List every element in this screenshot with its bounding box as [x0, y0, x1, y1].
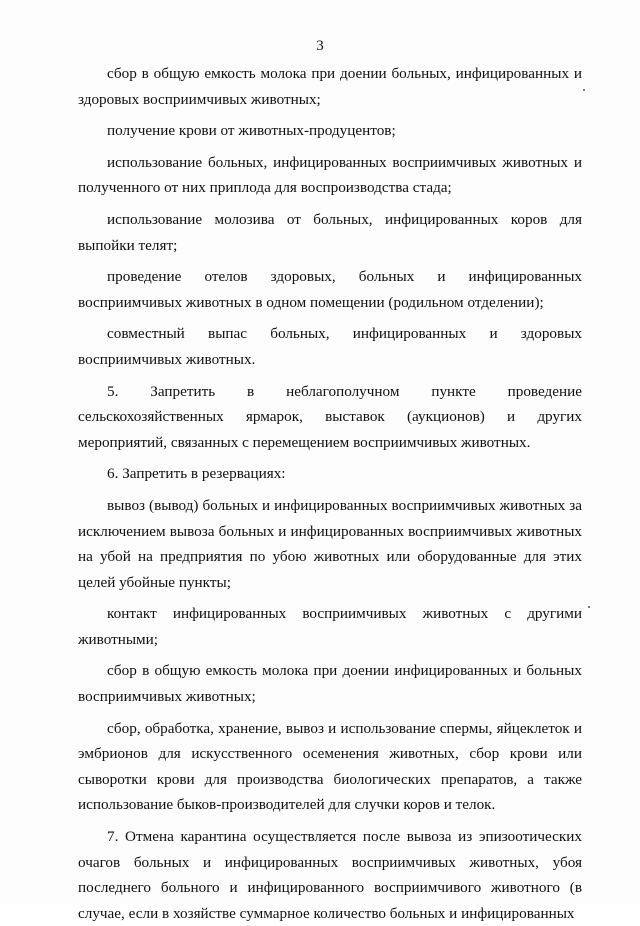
paragraph-calving: проведение отелов здоровых, больных и инфицированных восприимчивых животных в одном помещении (родильном отделении); — [78, 268, 582, 311]
paragraph-item-7: 7. Отмена карантина осуществляется после вывоза из эпизоотических очагов больных и инфицированных восприимчивых животных, убоя последнего больного и инфицированного восприимчивого животного (в случае, если в хозяйстве суммарное количество больных и инфицированных — [78, 828, 582, 922]
paragraph-milk-collection: сбор в общую емкость молока при доении больных, инфицированных и здоровых восприимчивых животных; — [78, 65, 582, 108]
scan-speck — [583, 89, 585, 91]
page-number: 3 — [316, 38, 324, 54]
paragraph-sperm-handling: сбор, обработка, хранение, вывоз и использование спермы, яйцеклеток и эмбрионов для искусственного осеменения животных, сбор крови или сыворотки крови для производства биологических препаратов, а также использование быков-производителей для случки коров и телок. — [78, 719, 582, 814]
paragraph-milk-collection-reservation: сбор в общую емкость молока при доении инфицированных и больных восприимчивых животных; — [78, 662, 582, 706]
paragraph-item-6: 6. Запретить в резервациях: — [107, 465, 286, 483]
paragraph-colostrum-use: использование молозива от больных, инфицированных коров для выпойки телят; — [78, 210, 582, 254]
paragraph-blood-collection: получение крови от животных-продуцентов; — [107, 122, 396, 140]
paragraph-breeding-use: использование больных, инфицированных восприимчивых животных и полученного от них приплода для воспроизводства стада; — [78, 153, 582, 197]
paragraph-item-5: 5. Запретить в неблагополучном пункте проведение сельскохозяйственных ярмарок, выставок (аукционов) и других мероприятий, связанных с перемещением восприимчивых животных. — [78, 382, 582, 451]
paragraph-animal-removal: вывоз (вывод) больных и инфицированных восприимчивых животных за исключением вывоза больных и инфицированных восприимчивых животных на убой на предприятия по убою животных или оборудованные для этих целей убойные пункты; — [78, 496, 582, 591]
scan-speck — [588, 606, 590, 608]
paragraph-joint-grazing: совместный выпас больных, инфицированных и здоровых восприимчивых животных. — [78, 325, 582, 368]
document-body — [78, 61, 582, 926]
paragraph-contact: контакт инфицированных восприимчивых животных с другими животными; — [78, 605, 582, 648]
